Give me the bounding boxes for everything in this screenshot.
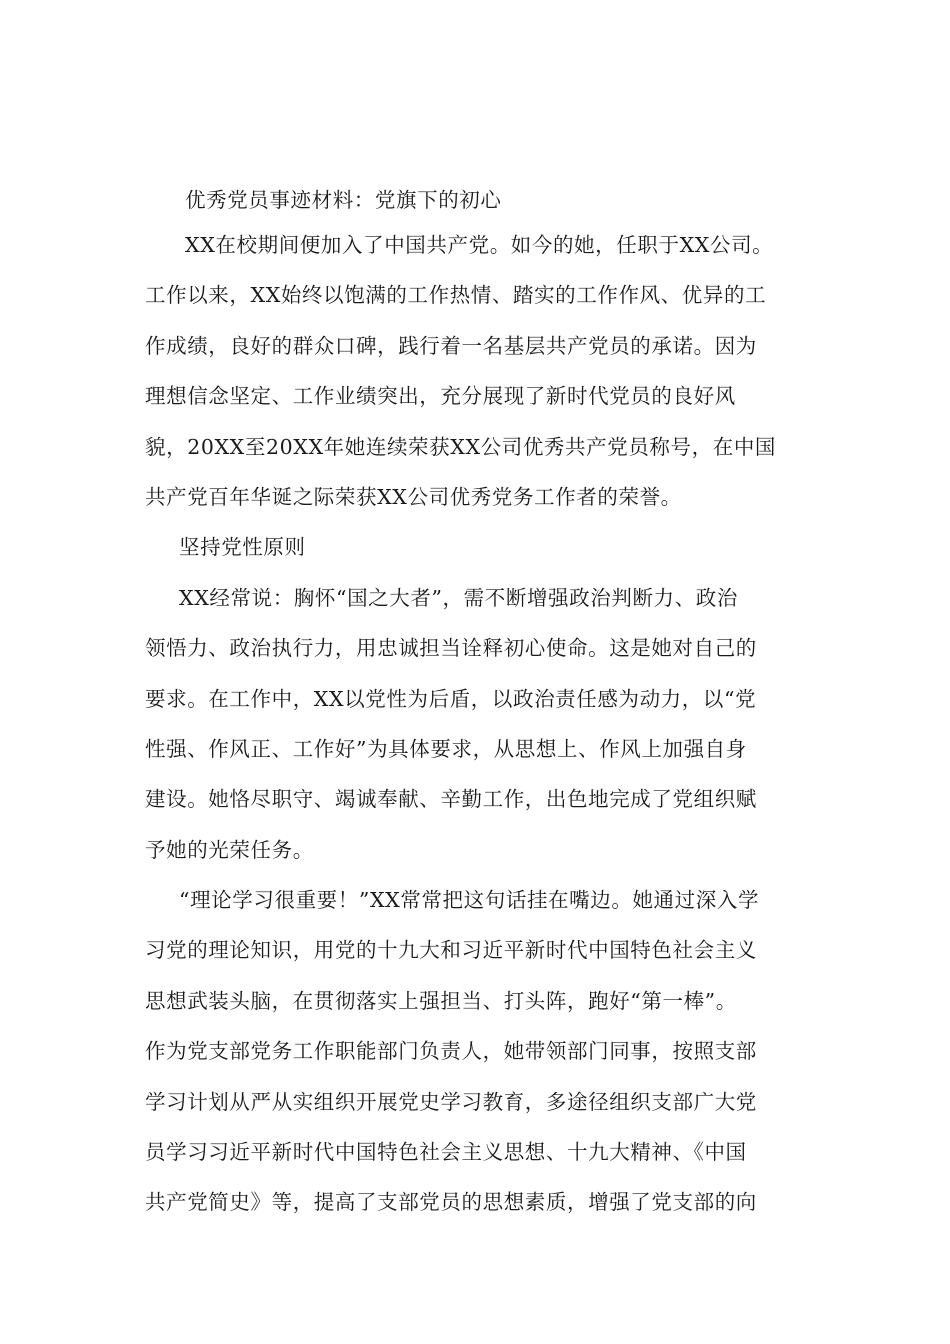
paragraph-line: 习党的理论知识，用党的十九大和习近平新时代中国特色社会主义 [145, 938, 757, 963]
paragraph-line: 貌，20XX至20XX年她连续荣获XX公司优秀共产党员称号，在中国 [145, 434, 777, 459]
paragraph-line: 建设。她恪尽职守、竭诚奉献、辛勤工作，出色地完成了党组织赋 [145, 787, 757, 812]
paragraph-line: XX在校期间便加入了中国共产党。如今的她，任职于XX公司。 [185, 233, 774, 257]
paragraph-line: 共产党百年华诞之际荣获XX公司优秀党务工作者的荣誉。 [145, 484, 682, 509]
paragraph-line: XX经常说：胸怀“国之大者”，需不断增强政治判断力、政治 [179, 585, 738, 610]
paragraph-line: 予她的光荣任务。 [145, 837, 314, 862]
paragraph-party-principle [145, 573, 805, 875]
paragraph-line: 思想武装头脑，在贯彻落实上强担当、打头阵，跑好“第一棒”。 [145, 988, 737, 1013]
document-page [145, 180, 805, 1228]
paragraph-line: 领悟力、政治执行力，用忠诚担当诠释初心使命。这是她对自己的 [145, 636, 757, 661]
section-heading-text: 坚持党性原则 [179, 535, 306, 560]
paragraph-line: 作成绩，良好的群众口碑，践行着一名基层共产党员的承诺。因为 [145, 333, 757, 358]
document-title: 优秀党员事迹材料：党旗下的初心 [185, 188, 502, 212]
paragraph-intro [145, 220, 805, 522]
paragraph-line: 员学习习近平新时代中国特色社会主义思想、十九大精神、《中国 [145, 1140, 747, 1165]
paragraph-line: 要求。在工作中，XX以党性为后盾，以政治责任感为动力，以“党 [145, 686, 757, 711]
paragraph-line: 共产党简史》等，提高了支部党员的思想素质，增强了党支部的向 [145, 1190, 757, 1215]
section-heading [145, 522, 805, 572]
paragraph-theory-study [145, 875, 805, 1228]
paragraph-line: 学习计划从严从实组织开展党史学习教育，多途径组织支部广大党 [145, 1089, 757, 1114]
paragraph-line: 理想信念坚定、工作业绩突出，充分展现了新时代党员的良好风 [145, 384, 736, 409]
paragraph-line: “理论学习很重要！”XX常常把这句话挂在嘴边。她通过深入学 [179, 888, 760, 913]
paragraph-line: 工作以来，XX始终以饱满的工作热情、踏实的工作作风、优异的工 [145, 283, 767, 308]
paragraph-line: 作为党支部党务工作职能部门负责人，她带领部门同事，按照支部 [145, 1039, 757, 1064]
paragraph-line: 性强、作风正、工作好”为具体要求，从思想上、作风上加强自身 [145, 736, 747, 761]
